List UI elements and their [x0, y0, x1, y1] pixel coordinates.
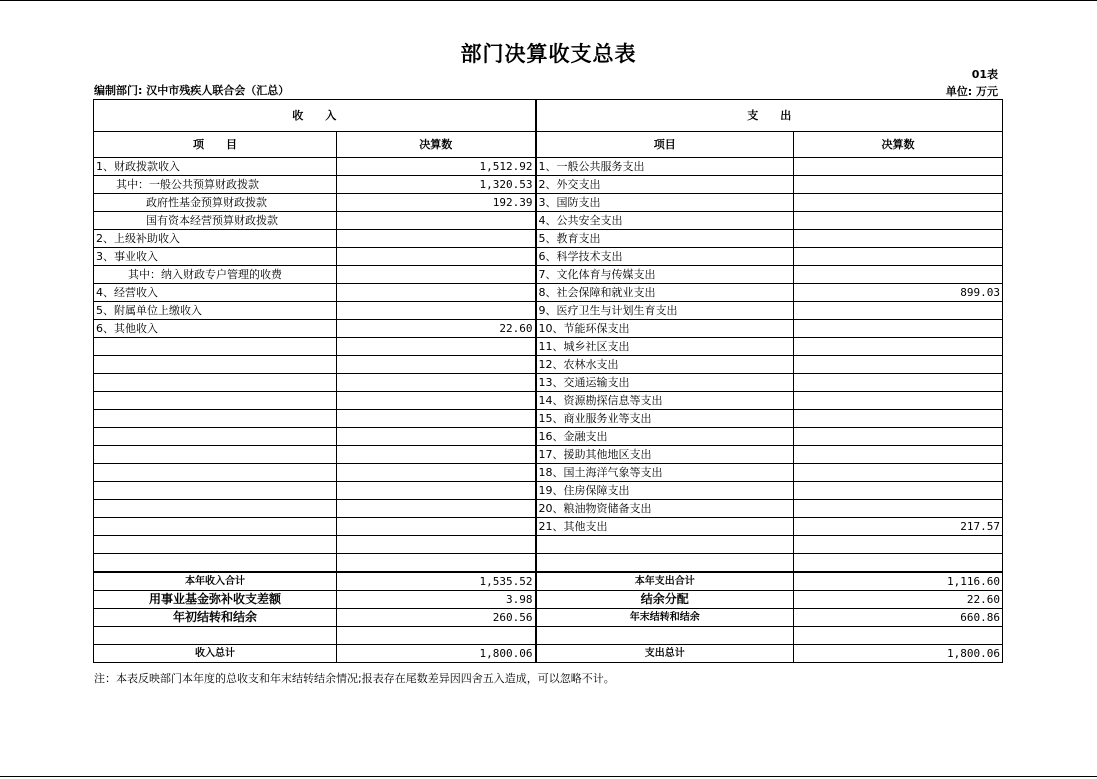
summary-income-value: 260.56: [337, 609, 536, 627]
table-row: [94, 230, 1003, 248]
table-row: [94, 518, 1003, 536]
expense-value: [794, 266, 1003, 284]
table-row: [94, 410, 1003, 428]
table-row: [94, 374, 1003, 392]
expense-label: 7、文化体育与传媒支出: [536, 266, 794, 284]
table-row: [94, 284, 1003, 302]
summary-expense-value: 1,116.60: [794, 572, 1003, 591]
summary-income-value: 1,535.52: [337, 572, 536, 591]
table-row: [94, 554, 1003, 573]
summary-row: [94, 645, 1003, 663]
summary-expense-label: 结余分配: [536, 591, 794, 609]
expense-value: [794, 464, 1003, 482]
income-label: [94, 518, 337, 536]
table-row: [94, 482, 1003, 500]
summary-income-label: 收入总计: [94, 645, 337, 663]
summary-income-label: [94, 627, 337, 645]
income-label: [94, 356, 337, 374]
income-value: [337, 536, 536, 554]
income-value: [337, 302, 536, 320]
form-number: 01表: [971, 68, 998, 81]
department-label: 编制部门: 汉中市残疾人联合会（汇总）: [94, 84, 290, 97]
table-row: [94, 428, 1003, 446]
expense-value: 217.57: [794, 518, 1003, 536]
section-header-row: [94, 100, 1003, 132]
expense-label: [536, 536, 794, 554]
summary-expense-value: 660.86: [794, 609, 1003, 627]
page-title: 部门决算收支总表: [460, 41, 637, 66]
income-value: 192.39: [337, 194, 536, 212]
table-row: [94, 500, 1003, 518]
expense-value: [794, 374, 1003, 392]
income-label: [94, 392, 337, 410]
expense-label: 9、医疗卫生与计划生育支出: [536, 302, 794, 320]
income-section-header: 收 入: [94, 100, 536, 132]
summary-expense-label: 本年支出合计: [536, 572, 794, 591]
expense-label: 8、社会保障和就业支出: [536, 284, 794, 302]
expense-value: 899.03: [794, 284, 1003, 302]
income-item-header: 项 目: [94, 132, 337, 158]
summary-expense-value: 1,800.06: [794, 645, 1003, 663]
income-label: [94, 554, 337, 573]
income-amount-header: 决算数: [337, 132, 536, 158]
income-value: [337, 266, 536, 284]
table-row: [94, 464, 1003, 482]
income-label: [94, 464, 337, 482]
expense-label: 18、国土海洋气象等支出: [536, 464, 794, 482]
income-value: [337, 248, 536, 266]
expense-amount-header: 决算数: [794, 132, 1003, 158]
income-label: 5、附属单位上缴收入: [94, 302, 337, 320]
income-value: [337, 464, 536, 482]
income-label: 6、其他收入: [94, 320, 337, 338]
income-value: 1,320.53: [337, 176, 536, 194]
unit-label: 单位: 万元: [945, 85, 998, 98]
expense-value: [794, 248, 1003, 266]
expense-value: [794, 446, 1003, 464]
income-label: [94, 446, 337, 464]
summary-expense-label: [536, 627, 794, 645]
table-row: [94, 446, 1003, 464]
income-value: [337, 212, 536, 230]
expense-label: 3、国防支出: [536, 194, 794, 212]
expense-value: [794, 500, 1003, 518]
table-row: [94, 302, 1003, 320]
expense-value: [794, 230, 1003, 248]
expense-value: [794, 554, 1003, 573]
expense-value: [794, 302, 1003, 320]
summary-row: [94, 627, 1003, 645]
expense-value: [794, 338, 1003, 356]
income-value: [337, 338, 536, 356]
expense-value: [794, 356, 1003, 374]
expense-value: [794, 212, 1003, 230]
income-value: 22.60: [337, 320, 536, 338]
expense-value: [794, 410, 1003, 428]
summary-expense-label: 支出总计: [536, 645, 794, 663]
expense-label: 6、科学技术支出: [536, 248, 794, 266]
expense-label: 12、农林水支出: [536, 356, 794, 374]
table-row: [94, 320, 1003, 338]
income-value: [337, 482, 536, 500]
expense-value: [794, 194, 1003, 212]
income-label: 其中：一般公共预算财政拨款: [94, 176, 337, 194]
income-value: 1,512.92: [337, 158, 536, 176]
table-row: [94, 248, 1003, 266]
expense-label: [536, 554, 794, 573]
expense-label: 17、援助其他地区支出: [536, 446, 794, 464]
table-row: [94, 392, 1003, 410]
bottom-border-line: [0, 776, 1097, 777]
income-value: [337, 518, 536, 536]
expense-value: [794, 158, 1003, 176]
income-label: 政府性基金预算财政拨款: [94, 194, 337, 212]
income-label: [94, 374, 337, 392]
income-label: [94, 338, 337, 356]
income-value: [337, 410, 536, 428]
expense-label: 4、公共安全支出: [536, 212, 794, 230]
summary-expense-label: 年末结转和结余: [536, 609, 794, 627]
expense-label: 1、一般公共服务支出: [536, 158, 794, 176]
income-label: 国有资本经营预算财政拨款: [94, 212, 337, 230]
income-label: 3、事业收入: [94, 248, 337, 266]
income-value: [337, 374, 536, 392]
summary-income-value: 1,800.06: [337, 645, 536, 663]
expense-value: [794, 482, 1003, 500]
expense-label: 15、商业服务业等支出: [536, 410, 794, 428]
expense-label: 14、资源勘探信息等支出: [536, 392, 794, 410]
income-label: 2、上级补助收入: [94, 230, 337, 248]
footnote: 注：本表反映部门本年度的总收支和年末结转结余情况;报表存在尾数差异因四舍五入造成，可以忽略不计。: [94, 672, 615, 685]
column-header-row: [94, 132, 1003, 158]
income-label: [94, 410, 337, 428]
income-value: [337, 428, 536, 446]
expense-label: 10、节能环保支出: [536, 320, 794, 338]
income-label: [94, 536, 337, 554]
expense-label: 5、教育支出: [536, 230, 794, 248]
summary-row: [94, 609, 1003, 627]
income-label: 1、财政拨款收入: [94, 158, 337, 176]
table-row: [94, 338, 1003, 356]
summary-row: [94, 591, 1003, 609]
table-row: [94, 194, 1003, 212]
expense-value: [794, 392, 1003, 410]
top-border-line: [0, 0, 1097, 1]
expense-value: [794, 176, 1003, 194]
expense-label: 16、金融支出: [536, 428, 794, 446]
income-label: [94, 500, 337, 518]
expense-label: 2、外交支出: [536, 176, 794, 194]
expense-label: 21、其他支出: [536, 518, 794, 536]
income-value: [337, 554, 536, 573]
table-row: [94, 176, 1003, 194]
summary-income-label: 用事业基金弥补收支差额: [94, 591, 337, 609]
summary-income-label: 本年收入合计: [94, 572, 337, 591]
income-label: 其中：纳入财政专户管理的收费: [94, 266, 337, 284]
summary-income-label: 年初结转和结余: [94, 609, 337, 627]
income-value: [337, 446, 536, 464]
expense-label: 11、城乡社区支出: [536, 338, 794, 356]
expense-label: 19、住房保障支出: [536, 482, 794, 500]
expense-value: [794, 428, 1003, 446]
income-label: [94, 482, 337, 500]
summary-income-value: 3.98: [337, 591, 536, 609]
budget-summary-table: [93, 99, 1003, 663]
table-row: [94, 536, 1003, 554]
table-row: [94, 212, 1003, 230]
income-label: 4、经营收入: [94, 284, 337, 302]
income-value: [337, 284, 536, 302]
expense-label: 20、粮油物资储备支出: [536, 500, 794, 518]
table-row: [94, 158, 1003, 176]
table-row: [94, 356, 1003, 374]
income-label: [94, 428, 337, 446]
expense-label: 13、交通运输支出: [536, 374, 794, 392]
expense-section-header: 支 出: [536, 100, 1003, 132]
summary-expense-value: 22.60: [794, 591, 1003, 609]
income-value: [337, 500, 536, 518]
expense-value: [794, 536, 1003, 554]
expense-item-header: 项目: [536, 132, 794, 158]
summary-expense-value: [794, 627, 1003, 645]
summary-row: [94, 572, 1003, 591]
income-value: [337, 356, 536, 374]
income-value: [337, 230, 536, 248]
expense-value: [794, 320, 1003, 338]
income-value: [337, 392, 536, 410]
table-row: [94, 266, 1003, 284]
summary-income-value: [337, 627, 536, 645]
